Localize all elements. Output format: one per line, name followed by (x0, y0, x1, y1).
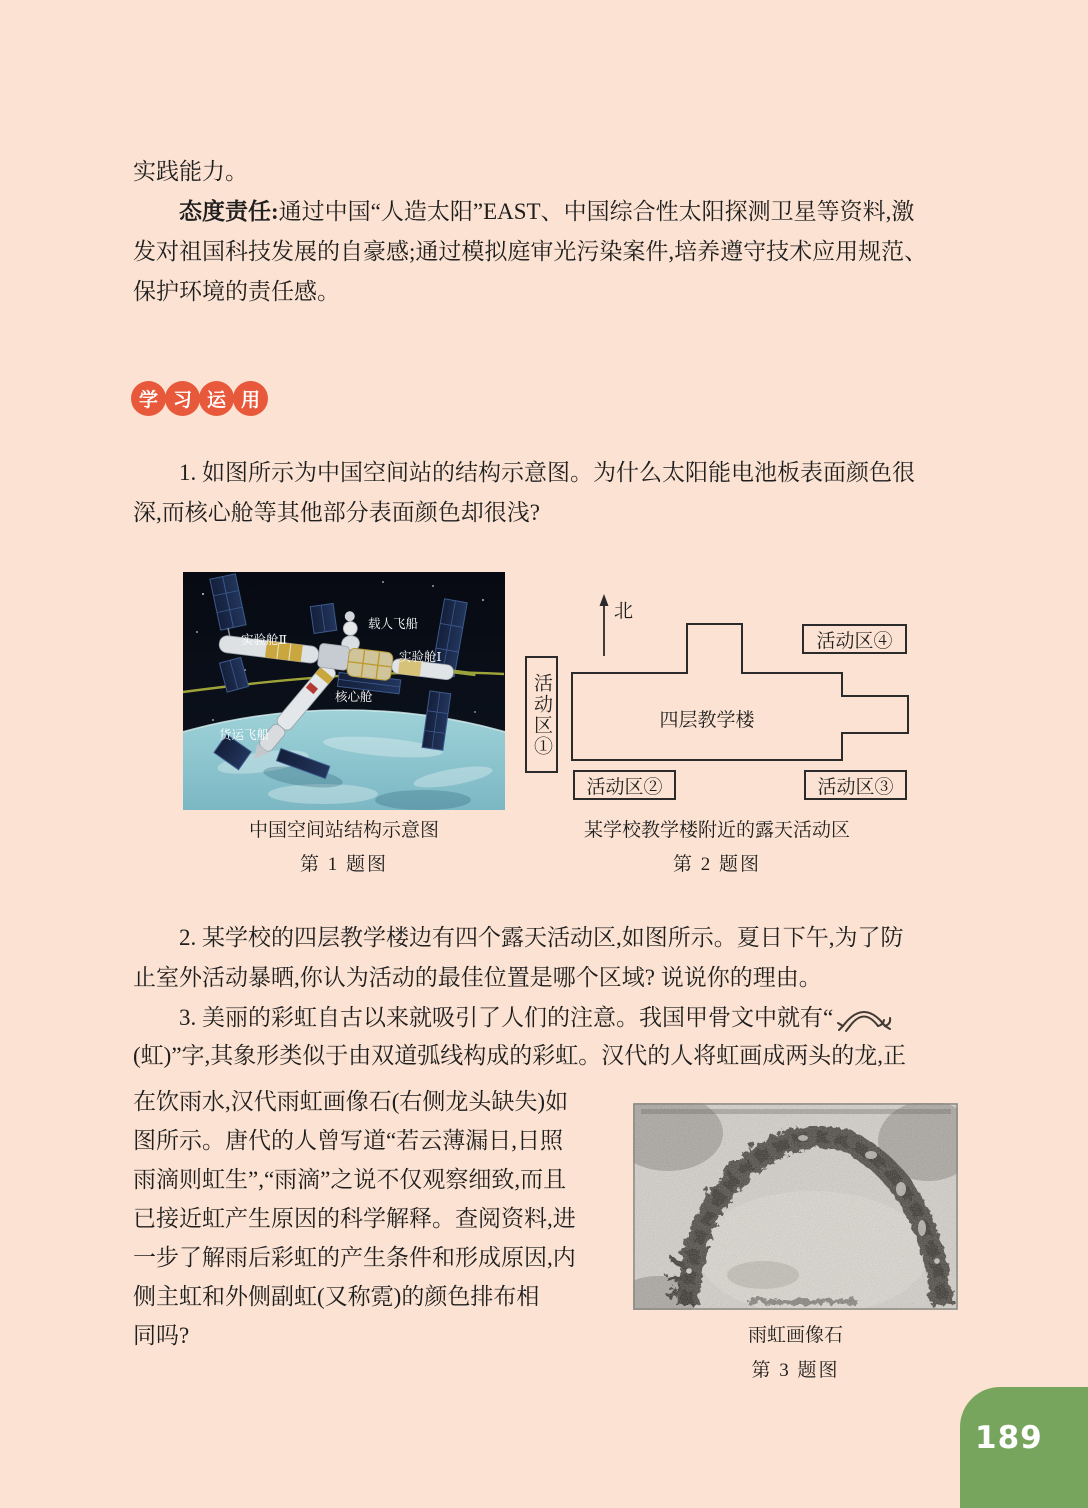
activity-area-3: 活动区③ (804, 770, 907, 800)
caption-text: 某学校教学楼附近的露天活动区 (583, 820, 850, 841)
badge-char-icon: 用 (233, 381, 268, 416)
caption-text: 雨虹画像石 (747, 1325, 843, 1346)
paragraph-line: (虹)”字,其象形类似于由双道弧线构成的彩虹。汉代的人将虹画成两头的龙,正 (133, 1043, 907, 1068)
paragraph-line: 止室外活动暴晒,你认为活动的最佳位置是哪个区域? 说说你的理由。 (133, 965, 822, 990)
question-3-head (133, 996, 993, 1076)
figure2-caption (522, 814, 912, 882)
school-diagram-figure (522, 588, 912, 808)
paragraph-line: 同吗? (133, 1323, 190, 1348)
figure3-caption (633, 1318, 958, 1388)
space-station-figure (183, 572, 505, 810)
station-label-crew: 载人飞船 (368, 617, 419, 631)
badge-char-icon: 习 (165, 381, 200, 416)
station-label-module1: 实验舱Ⅰ (399, 650, 442, 664)
paragraph-line: 在饮雨水,汉代雨虹画像石(右侧龙头缺失)如 (133, 1089, 569, 1114)
north-label: 北 (614, 601, 634, 622)
paragraph-line: 实践能力。 (133, 159, 248, 184)
bold-lead: 态度责任: (179, 199, 279, 224)
question-1 (133, 453, 963, 533)
station-label-core: 核心舱 (335, 690, 373, 704)
paragraph-text: 通过中国“人造太阳”EAST、中国综合性太阳探测卫星等资料,激 (278, 199, 915, 224)
paragraph-line: 保护环境的责任感。 (133, 279, 340, 304)
paragraph-line: 发对祖国科技发展的自豪感;通过模拟庭审光污染案件,培养遵守技术应用规范、 (133, 239, 928, 264)
activity-area-4: 活动区④ (802, 624, 907, 654)
paragraph-line: 已接近虹产生原因的科学解释。查阅资料,进 (133, 1206, 576, 1231)
building-label: 四层教学楼 (659, 710, 755, 731)
intro-paragraph (133, 152, 963, 312)
station-label-cargo: 货运飞船 (219, 728, 270, 742)
caption-text: 中国空间站结构示意图 (248, 820, 439, 841)
figure1-caption (183, 814, 505, 882)
figure-number: 第 3 题图 (751, 1360, 840, 1381)
stone-rubbing-illustration-icon (633, 1103, 958, 1310)
figure-number: 第 2 题图 (672, 854, 761, 875)
paragraph-line: 深,而核心舱等其他部分表面颜色却很浅? (133, 500, 540, 525)
page-number: 189 (975, 1420, 1043, 1456)
paragraph-line (133, 996, 993, 1036)
paragraph-text: 3. 美丽的彩虹自古以来就吸引了人们的注意。我国甲骨文中就有“ (179, 1005, 834, 1030)
paragraph-line: 一步了解雨后彩虹的产生条件和形成原因,内 (133, 1245, 576, 1270)
badge-char-icon: 运 (199, 381, 234, 416)
activity-area-1: 活动区① (525, 656, 558, 773)
paragraph-line: 图所示。唐代的人曾写道“若云薄漏日,日照 (133, 1128, 563, 1153)
figure-number: 第 1 题图 (299, 854, 388, 875)
paragraph-line: 侧主虹和外侧副虹(又称霓)的颜色排布相 (133, 1284, 540, 1309)
oracle-bone-rainbow-glyph-icon (836, 996, 892, 1032)
paragraph-line: 雨滴则虹生”,“雨滴”之说不仅观察细致,而且 (133, 1167, 567, 1192)
page-number-badge (960, 1387, 1088, 1508)
paragraph-line: 1. 如图所示为中国空间站的结构示意图。为什么太阳能电池板表面颜色很 (179, 460, 915, 485)
question-2 (133, 918, 963, 998)
north-arrow-icon (600, 594, 609, 656)
section-badge (132, 381, 268, 416)
space-station-illustration-icon (183, 572, 505, 810)
station-label-module2: 实验舱Ⅱ (241, 633, 287, 647)
activity-area-2: 活动区② (573, 770, 676, 800)
paragraph-line (133, 192, 963, 232)
rainbow-stone-figure (633, 1103, 958, 1310)
badge-char-icon: 学 (131, 381, 166, 416)
question-3-body (133, 1082, 633, 1355)
paragraph-line: 2. 某学校的四层教学楼边有四个露天活动区,如图所示。夏日下午,为了防 (179, 925, 904, 950)
